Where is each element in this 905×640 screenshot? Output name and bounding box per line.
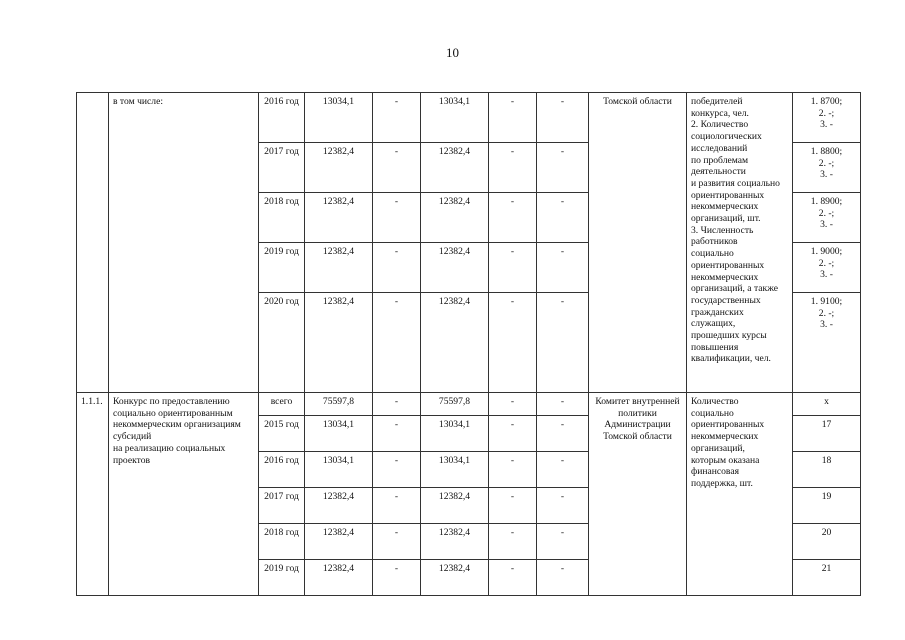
indicator-value-cell: [793, 93, 861, 143]
total-cell: 13034,1: [305, 416, 373, 452]
year-cell: 2016 год: [259, 93, 305, 143]
indicator-value-cell: 17: [793, 416, 861, 452]
total-cell: 12382,4: [305, 560, 373, 596]
year-cell: 2016 год: [259, 452, 305, 488]
indicator-cell: победителей конкурса, чел. 2. Количество социологических исследований по проблемам деятельности и развития социально ориентированных некоммерческих организаций, шт. 3. Численность работников социально ориентированных некоммерческих организаций, а также государственных гражданских служащих, прошедших курсы повышения квалификации, чел.: [687, 93, 793, 393]
indicator-value: 1. 8800;: [810, 146, 843, 157]
indicator-value-cell: [793, 193, 861, 243]
extra-budget-cell: -: [537, 243, 589, 293]
regional-cell: 12382,4: [421, 143, 489, 193]
page-number: 10: [446, 45, 459, 60]
indicator-value-cell: x: [793, 393, 861, 416]
extra-budget-cell: -: [537, 393, 589, 416]
indicator-value: 2. -;: [818, 307, 835, 319]
federal-cell: -: [373, 143, 421, 193]
indicator-value: 3. -: [820, 219, 833, 231]
year-cell: всего: [259, 393, 305, 416]
extra-budget-cell: -: [537, 560, 589, 596]
indicator-value: 1. 9100;: [810, 296, 843, 307]
federal-cell: -: [373, 416, 421, 452]
total-cell: 12382,4: [305, 143, 373, 193]
extra-budget-cell: -: [537, 143, 589, 193]
indicator-cell: Количество социально ориентированных некоммерческих организаций, которым оказана финансовая поддержка, шт.: [687, 393, 793, 596]
indicator-value-cell: 19: [793, 488, 861, 524]
total-cell: 12382,4: [305, 524, 373, 560]
indicator-value: 1. 9000;: [810, 246, 843, 257]
indicator-value: 2. -;: [818, 257, 835, 269]
indicator-value-cell: [793, 243, 861, 293]
local-cell: -: [489, 452, 537, 488]
program-table: [76, 92, 861, 596]
executor-cell: Томской области: [589, 93, 687, 393]
extra-budget-cell: -: [537, 93, 589, 143]
indicator-value: 3. -: [820, 269, 833, 281]
total-cell: 75597,8: [305, 393, 373, 416]
extra-budget-cell: -: [537, 524, 589, 560]
regional-cell: 12382,4: [421, 560, 489, 596]
federal-cell: -: [373, 93, 421, 143]
extra-budget-cell: -: [537, 488, 589, 524]
indicator-value-cell: [793, 293, 861, 393]
year-cell: 2019 год: [259, 560, 305, 596]
local-cell: -: [489, 488, 537, 524]
indicator-value: 2. -;: [818, 107, 835, 119]
indicator-value: 2. -;: [818, 157, 835, 169]
regional-cell: 12382,4: [421, 243, 489, 293]
indicator-value-cell: 20: [793, 524, 861, 560]
total-cell: 12382,4: [305, 243, 373, 293]
extra-budget-cell: -: [537, 293, 589, 393]
year-cell: 2015 год: [259, 416, 305, 452]
indicator-value-cell: [793, 143, 861, 193]
total-cell: 13034,1: [305, 93, 373, 143]
total-cell: 12382,4: [305, 488, 373, 524]
local-cell: -: [489, 93, 537, 143]
federal-cell: -: [373, 293, 421, 393]
local-cell: -: [489, 524, 537, 560]
year-cell: 2017 год: [259, 488, 305, 524]
executor-cell: Комитет внутренней политики Администрации Томской области: [589, 393, 687, 596]
indicator-value-cell: 21: [793, 560, 861, 596]
indicator-value: 2. -;: [818, 207, 835, 219]
indicator-value-cell: 18: [793, 452, 861, 488]
regional-cell: 12382,4: [421, 488, 489, 524]
indicator-value: 3. -: [820, 169, 833, 181]
total-cell: 12382,4: [305, 293, 373, 393]
year-cell: 2018 год: [259, 193, 305, 243]
year-cell: 2017 год: [259, 143, 305, 193]
table-row: [77, 393, 861, 416]
regional-cell: 75597,8: [421, 393, 489, 416]
federal-cell: -: [373, 452, 421, 488]
year-cell: 2018 год: [259, 524, 305, 560]
regional-cell: 13034,1: [421, 452, 489, 488]
activity-name-cell: Конкурс по предоставлению социально ориентированным некоммерческим организациям субсидий на реализацию социальных проектов: [109, 393, 259, 596]
number-cell: 1.1.1.: [77, 393, 109, 596]
federal-cell: -: [373, 488, 421, 524]
regional-cell: 13034,1: [421, 93, 489, 143]
local-cell: -: [489, 243, 537, 293]
local-cell: -: [489, 193, 537, 243]
number-cell: [77, 93, 109, 393]
indicator-value: 1. 8900;: [810, 196, 843, 207]
regional-cell: 12382,4: [421, 524, 489, 560]
regional-cell: 12382,4: [421, 193, 489, 243]
local-cell: -: [489, 560, 537, 596]
federal-cell: -: [373, 243, 421, 293]
regional-cell: 13034,1: [421, 416, 489, 452]
federal-cell: -: [373, 560, 421, 596]
federal-cell: -: [373, 193, 421, 243]
local-cell: -: [489, 393, 537, 416]
local-cell: -: [489, 143, 537, 193]
extra-budget-cell: -: [537, 416, 589, 452]
local-cell: -: [489, 416, 537, 452]
year-cell: 2019 год: [259, 243, 305, 293]
federal-cell: -: [373, 393, 421, 416]
activity-name-cell: в том числе:: [109, 93, 259, 393]
local-cell: -: [489, 293, 537, 393]
federal-cell: -: [373, 524, 421, 560]
total-cell: 12382,4: [305, 193, 373, 243]
extra-budget-cell: -: [537, 452, 589, 488]
year-cell: 2020 год: [259, 293, 305, 393]
total-cell: 13034,1: [305, 452, 373, 488]
table-row: [77, 93, 861, 143]
indicator-value: 3. -: [820, 319, 833, 331]
regional-cell: 12382,4: [421, 293, 489, 393]
indicator-value: 1. 8700;: [810, 96, 843, 107]
extra-budget-cell: -: [537, 193, 589, 243]
indicator-value: 3. -: [820, 119, 833, 131]
